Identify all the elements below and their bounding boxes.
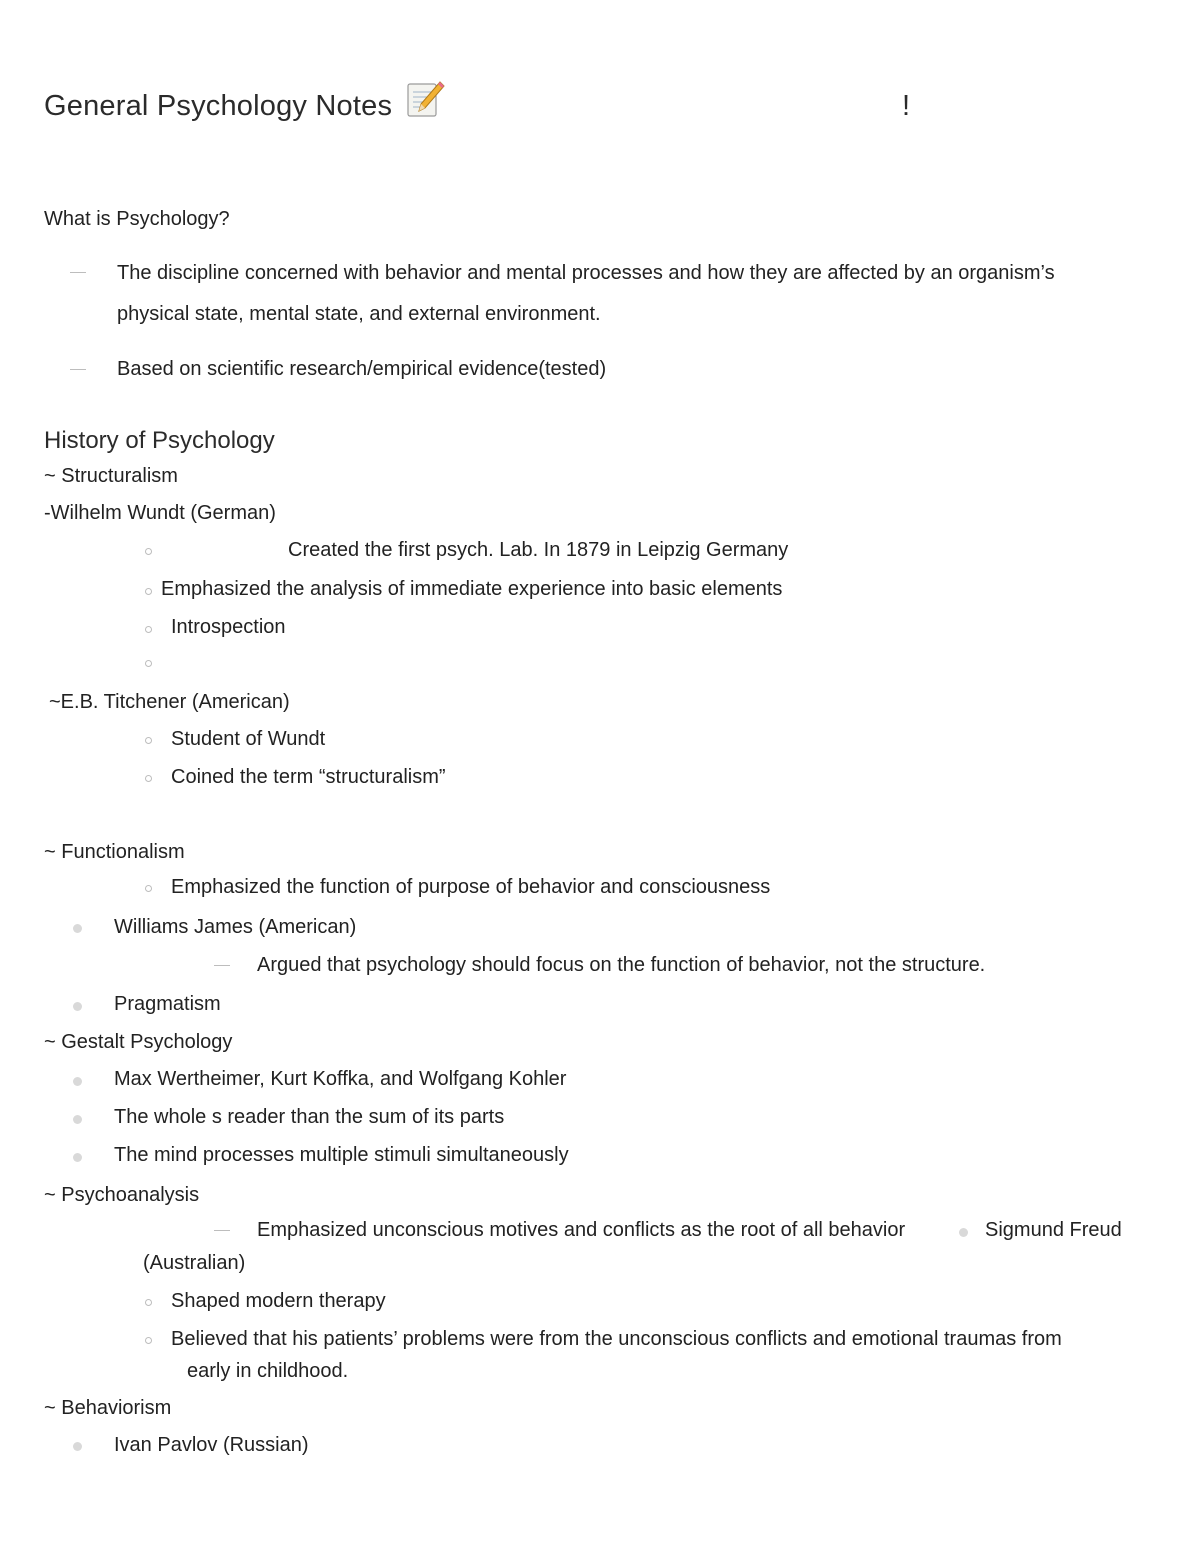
list-item: Emphasized unconscious motives and conflicts as the root of all behavior <box>257 1219 906 1241</box>
dot-bullet <box>959 1228 968 1237</box>
dot-bullet <box>73 1153 82 1162</box>
list-item-continuation: early in childhood. <box>187 1360 349 1382</box>
circle-bullet <box>145 548 152 555</box>
list-item: Argued that psychology should focus on the function of behavior, not the structure. <box>257 954 986 976</box>
list-item: Coined the term “structuralism” <box>171 766 446 788</box>
list-item: Ivan Pavlov (Russian) <box>114 1434 309 1456</box>
dot-bullet <box>73 1115 82 1124</box>
list-item-continuation: physical state, mental state, and external environment. <box>117 303 601 325</box>
person-heading-wundt: -Wilhelm Wundt (German) <box>44 502 276 524</box>
list-item: Based on scientific research/empirical evidence(tested) <box>117 358 607 380</box>
subsection-heading-psychoanalysis: ~ Psychoanalysis <box>44 1184 200 1206</box>
list-item: Emphasized the analysis of immediate experience into basic elements <box>161 578 783 600</box>
dash-bullet <box>214 965 230 966</box>
dot-bullet <box>73 924 82 933</box>
dot-bullet <box>73 1442 82 1451</box>
list-item: Created the first psych. Lab. In 1879 in Leipzig Germany <box>288 539 789 561</box>
subsection-heading-gestalt: ~ Gestalt Psychology <box>44 1031 233 1053</box>
list-item: Shaped modern therapy <box>171 1290 386 1312</box>
section-heading-what: What is Psychology? <box>44 208 230 230</box>
circle-bullet <box>145 885 152 892</box>
person-heading-titchener: ~E.B. Titchener (American) <box>49 691 290 713</box>
subsection-heading-functionalism: ~ Functionalism <box>44 841 185 863</box>
memo-pencil-icon <box>405 78 445 120</box>
dot-bullet <box>73 1002 82 1011</box>
list-item: Emphasized the function of purpose of behavior and consciousness <box>171 876 771 898</box>
circle-bullet-empty <box>145 660 152 667</box>
dash-bullet <box>70 272 86 273</box>
list-item: Max Wertheimer, Kurt Koffka, and Wolfgang Kohler <box>114 1068 567 1090</box>
title-exclamation-mark: ! <box>902 90 911 122</box>
dash-bullet <box>214 1230 230 1231</box>
list-item: Student of Wundt <box>171 728 326 750</box>
subsection-heading-behaviorism: ~ Behaviorism <box>44 1397 172 1419</box>
circle-bullet <box>145 1337 152 1344</box>
list-item: Williams James (American) <box>114 916 357 938</box>
circle-bullet <box>145 1299 152 1306</box>
list-item: The mind processes multiple stimuli simultaneously <box>114 1144 569 1166</box>
list-item-continuation: (Australian) <box>143 1252 246 1274</box>
list-item: Sigmund Freud <box>985 1219 1122 1241</box>
list-item: The whole s reader than the sum of its parts <box>114 1106 505 1128</box>
list-item: Pragmatism <box>114 993 221 1015</box>
dash-bullet <box>70 369 86 370</box>
section-heading-history: History of Psychology <box>44 427 275 454</box>
list-item: The discipline concerned with behavior and mental processes and how they are affected by an organism’s <box>117 262 1055 284</box>
list-item: Believed that his patients’ problems were from the unconscious conflicts and emotional traumas from <box>171 1328 1062 1350</box>
circle-bullet <box>145 588 152 595</box>
subsection-heading-structuralism: ~ Structuralism <box>44 465 178 487</box>
page-title: General Psychology Notes <box>44 90 393 122</box>
circle-bullet <box>145 775 152 782</box>
circle-bullet <box>145 737 152 744</box>
dot-bullet <box>73 1077 82 1086</box>
list-item: Introspection <box>171 616 286 638</box>
circle-bullet <box>145 626 152 633</box>
